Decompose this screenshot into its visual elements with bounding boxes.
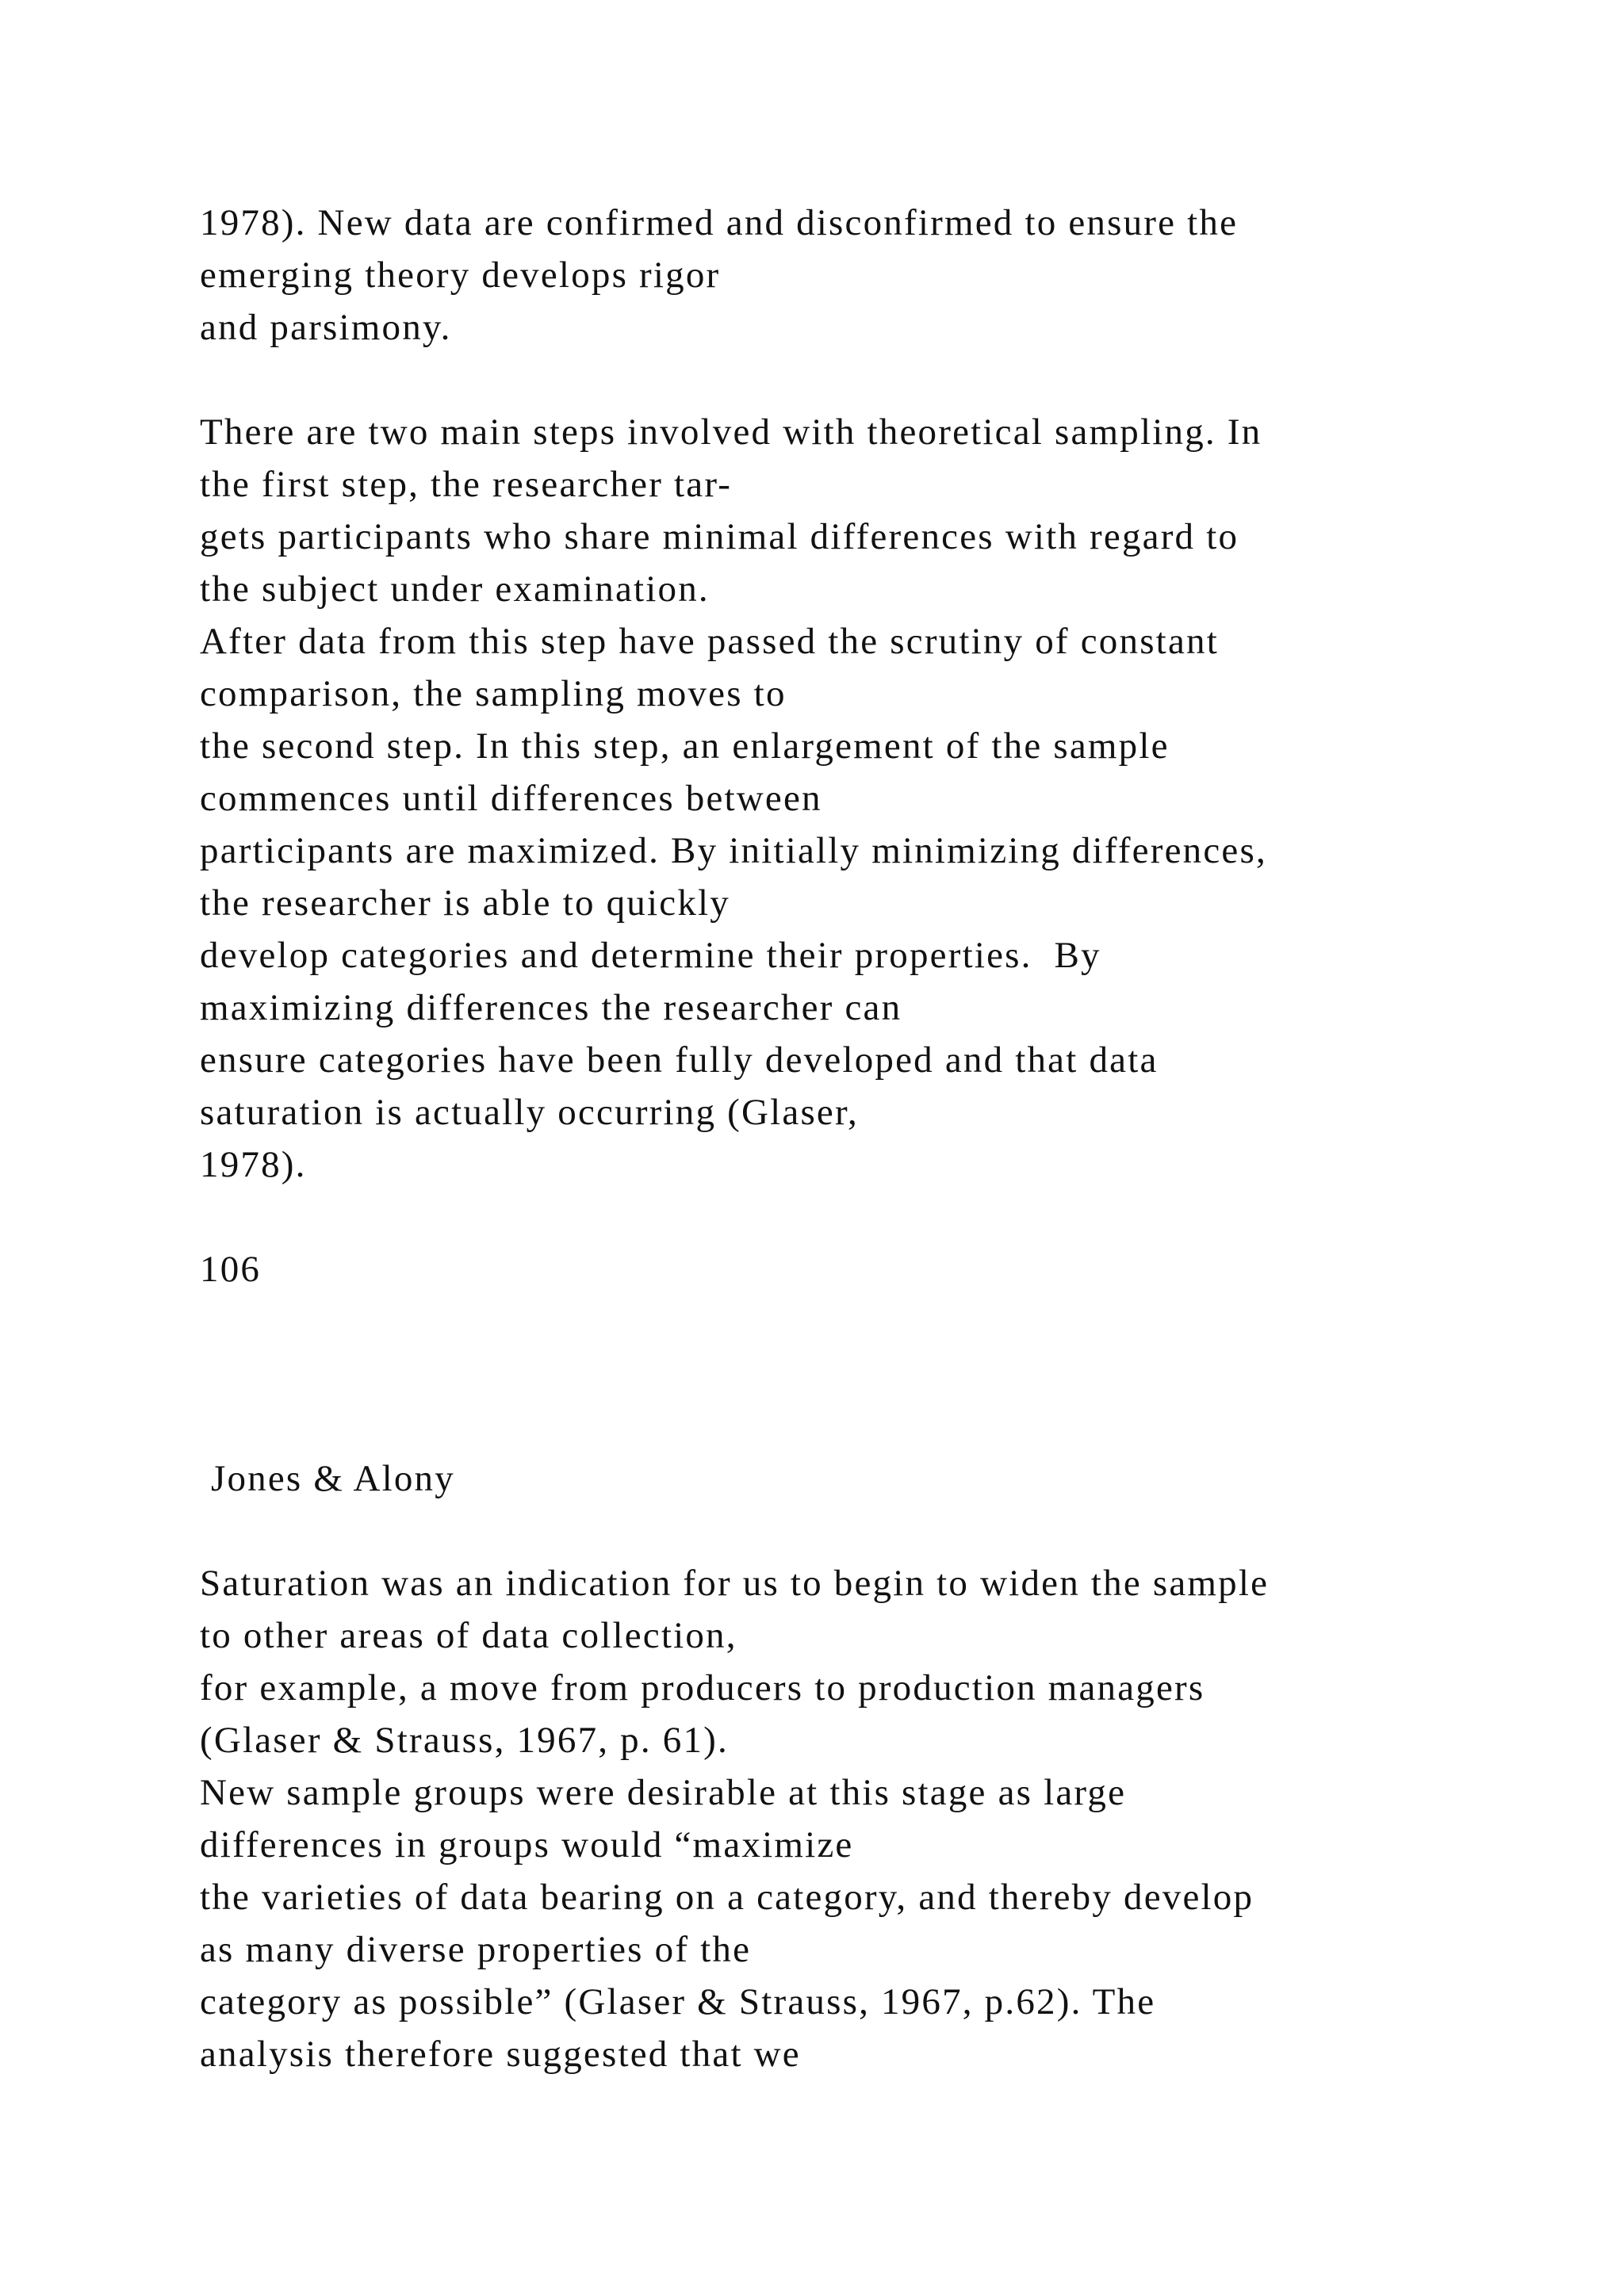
text-line: as many diverse properties of the	[200, 1929, 752, 1970]
text-line: the varieties of data bearing on a category, and thereby develop	[200, 1877, 1254, 1918]
running-header: Jones & Alony	[200, 1458, 455, 1499]
text-line: 1978).	[200, 1144, 307, 1185]
text-line: saturation is actually occurring (Glaser,	[200, 1092, 859, 1133]
text-line: for example, a move from producers to production managers	[200, 1667, 1205, 1709]
text-line: the first step, the researcher tar-	[200, 464, 733, 505]
text-line: develop categories and determine their properties. By	[200, 935, 1101, 976]
text-line: and parsimony.	[200, 307, 452, 348]
text-line: After data from this step have passed the scrutiny of constant	[200, 621, 1219, 662]
text-line: differences in groups would “maximize	[200, 1824, 854, 1866]
text-line: the researcher is able to quickly	[200, 882, 730, 924]
text-line: gets participants who share minimal differences with regard to	[200, 516, 1239, 557]
text-line: 1978). New data are confirmed and disconfirmed to ensure the	[200, 202, 1239, 243]
page-number: 106	[200, 1249, 262, 1290]
text-line: the subject under examination.	[200, 568, 710, 610]
text-line: commences until differences between	[200, 778, 822, 819]
text-line: to other areas of data collection,	[200, 1615, 737, 1656]
text-line: Saturation was an indication for us to begin to widen the sample	[200, 1563, 1270, 1604]
text-line: comparison, the sampling moves to	[200, 673, 787, 714]
text-line: New sample groups were desirable at this stage as large	[200, 1772, 1127, 1813]
text-line: (Glaser & Strauss, 1967, p. 61).	[200, 1720, 729, 1761]
text-line: the second step. In this step, an enlargement of the sample	[200, 725, 1170, 767]
text-line: analysis therefore suggested that we	[200, 2034, 801, 2075]
text-line: ensure categories have been fully developed and that data	[200, 1039, 1159, 1081]
text-line: participants are maximized. By initially minimizing differences,	[200, 830, 1267, 871]
text-line: maximizing differences the researcher can	[200, 987, 902, 1028]
text-line: There are two main steps involved with theoretical sampling. In	[200, 411, 1262, 453]
text-line: category as possible” (Glaser & Strauss, 1967, p.62). The	[200, 1981, 1156, 2022]
text-line: emerging theory develops rigor	[200, 254, 721, 296]
